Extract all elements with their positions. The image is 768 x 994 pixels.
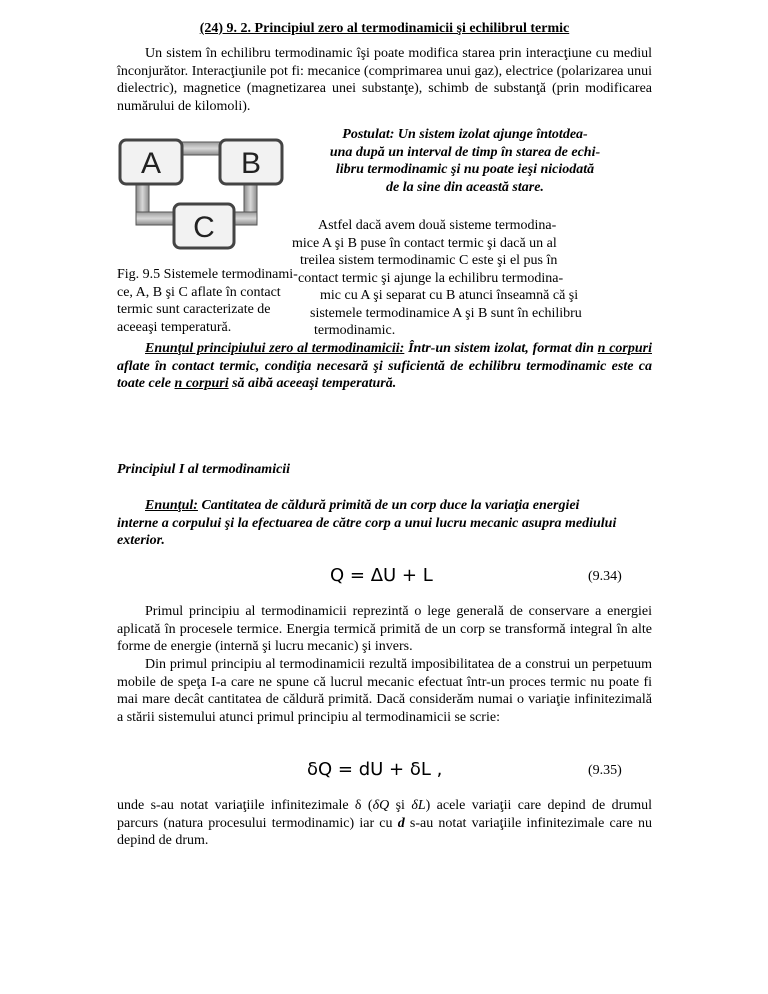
caption-line: Fig. 9.5 Sistemele termodinami- bbox=[117, 267, 298, 282]
box-b-label: B bbox=[240, 147, 262, 180]
zeroth-law-label: Enunţul principiului zero al termodinamicii: bbox=[145, 341, 405, 356]
section-heading: (24) 9. 2. Principiul zero al termodinamicii şi echilibrul termic bbox=[199, 21, 570, 36]
n-bodies: n corpuri bbox=[174, 376, 229, 391]
zeroth-law-statement: Enunţul principiului zero al termodinamicii: Într-un sistem izolat, format din n corpuri aflate în contact termic, condiţia necesară şi suficientă de echilibru termodinamic este ca toate cele n corpuri să aibă aceeaşi temperatură. bbox=[117, 341, 652, 391]
first-law-title: Principiul I al termodinamicii bbox=[117, 462, 291, 477]
intro-paragraph: Un sistem în echilibru termodinamic îşi poate modifica starea prin interacţiune cu mediul înconjurător. Interacţiunile pot fi: mecanice (comprimarea unui gaz), electrice (polarizarea unui dielectric), magnetice (magnetizarea unei substanţe), schimb de substanţă (prin modificarea numărului de kilomoli). bbox=[117, 46, 652, 114]
caption-line: termic sunt caracterizate de bbox=[117, 302, 271, 317]
box-a-label: A bbox=[140, 147, 162, 180]
figure-caption bbox=[117, 266, 307, 336]
astfel-line: treilea sistem termodinamic C este şi el pus în bbox=[300, 253, 558, 268]
postulate-line: Postulat: Un sistem izolat ajunge întotdea- bbox=[342, 127, 588, 142]
paragraph-infinitesimal: unde s-au notat variaţiile infinitezimale δ (δQ şi δL) acele variaţii care depind de drumul parcurs (natura procesului termodinamic) iar cu d s-au notat variaţiile infinitezimale care nu depind de drum. bbox=[117, 798, 653, 848]
paragraph-perpetuum: Din primul principiu al termodinamicii rezultă imposibilitatea de a construi un perpetuum mobile de speţa I-a care ne spune că lucrul mecanic efectuat într-un proces termic nu poate fi mai mare decât cantitatea de căldură primită. Dacă considerăm numai o variaţie infinitezimală a stării sistemului atunci primul principiu al termodinamicii se scrie: bbox=[117, 657, 652, 725]
astfel-line: mic cu A şi separat cu B atunci înseamnă că şi bbox=[320, 288, 579, 303]
box-c-label: C bbox=[193, 211, 215, 244]
systems-figure bbox=[116, 136, 300, 250]
postulate-line: una după un interval de timp în starea de echi- bbox=[329, 144, 601, 160]
equation-9-34: Q = ΔU + L bbox=[330, 565, 433, 586]
caption-line: aceeaşi temperatură. bbox=[117, 319, 232, 335]
paragraph-conservation: Primul principiu al termodinamicii reprezintă o lege generală de conservare a energiei aplicată în procesele termice. Energia termică primită de un corp se transformă integral în alte forme de energie (internă şi lucru mecanic) şi invers. bbox=[117, 604, 652, 654]
postulate-line: de la sine din această stare. bbox=[386, 179, 544, 195]
astfel-line: mice A şi B puse în contact termic şi dacă un al bbox=[292, 235, 557, 251]
first-law-statement: Enunţul: Cantitatea de căldură primită de un corp duce la variaţia energiei interne a corpului şi la efectuarea de către corp a unui lucru mecanic asupra mediului exterior. bbox=[117, 498, 617, 548]
caption-line: ce, A, B şi C aflate în contact bbox=[117, 284, 281, 300]
astfel-paragraph bbox=[292, 217, 622, 340]
astfel-line: contact termic şi ajunge la echilibru termodina- bbox=[298, 270, 564, 286]
first-law-label: Enunţul: bbox=[145, 498, 198, 513]
equation-number-9-35: (9.35) bbox=[588, 763, 622, 778]
equation-number-9-34: (9.34) bbox=[588, 569, 622, 584]
n-bodies: n corpuri bbox=[597, 341, 652, 356]
equation-9-35: δQ = dU + δL , bbox=[307, 759, 443, 780]
postulate-line: libru termodinamic şi nu poate ieşi niciodată bbox=[335, 162, 595, 177]
postulate bbox=[300, 126, 630, 196]
astfel-line: Astfel dacă avem două sisteme termodina- bbox=[318, 218, 557, 233]
astfel-line: termodinamic. bbox=[314, 323, 396, 338]
astfel-line: sistemele termodinamice A şi B sunt în echilibru bbox=[310, 305, 582, 321]
